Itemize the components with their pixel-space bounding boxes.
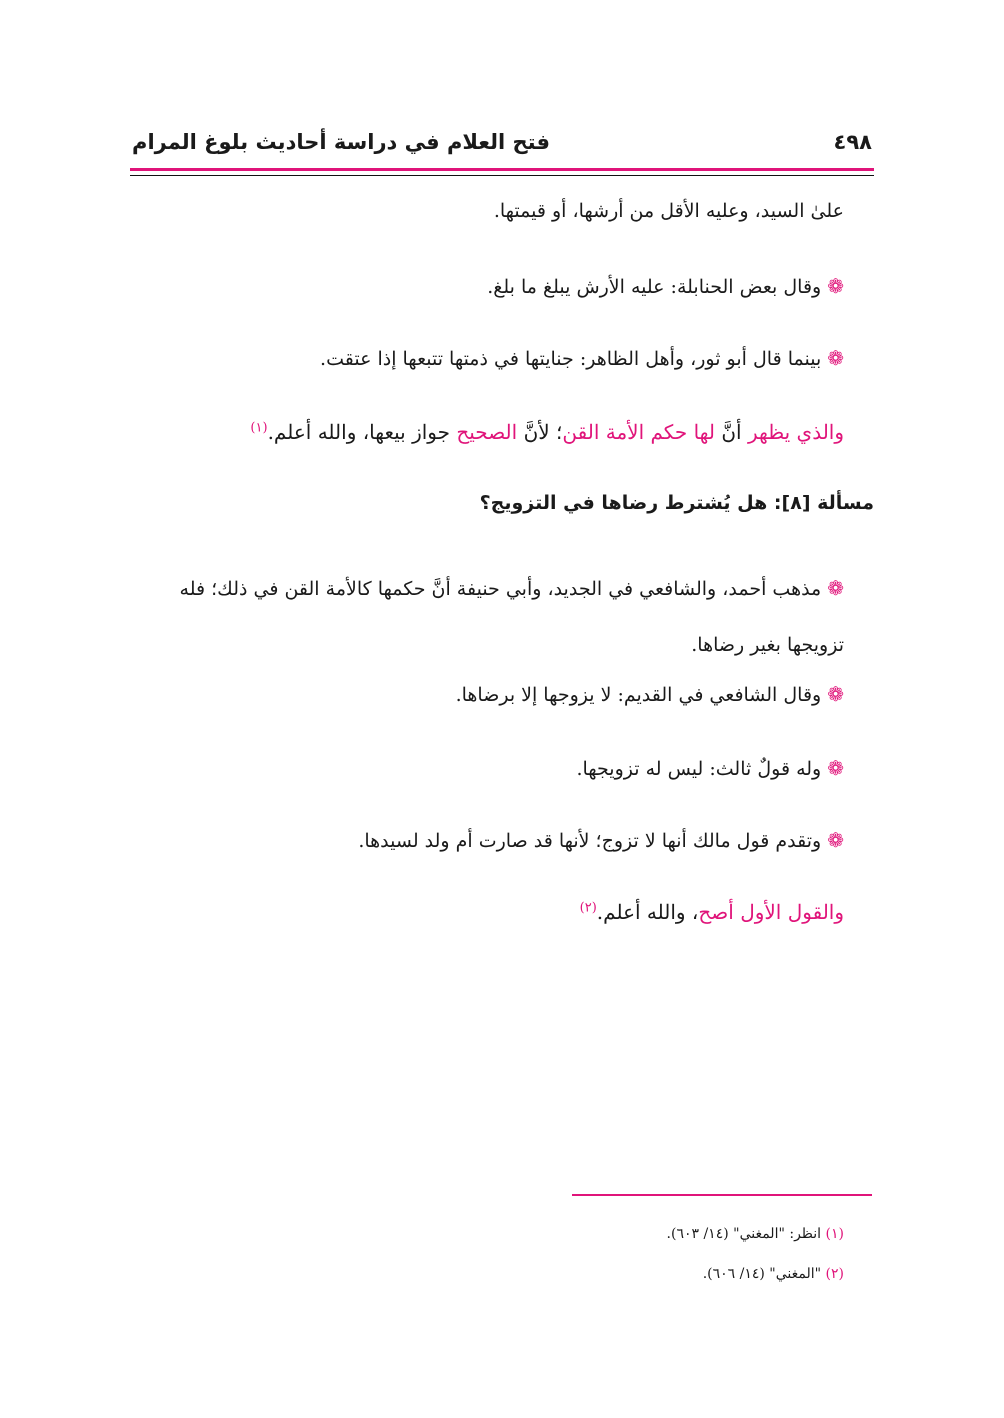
running-title: فتح العلام في دراسة أحاديث بلوغ المرام	[132, 130, 550, 154]
text-line: ❁وقال بعض الحنابلة: عليه الأرش يبلغ ما بلغ.	[487, 274, 844, 298]
text-line: ❁وتقدم قول مالك أنها لا تزوج؛ لأنها قد صارت أم ولد لسيدها.	[358, 828, 844, 852]
text-line: ❁وله قولٌ ثالث: ليس له تزويجها.	[576, 756, 844, 780]
text-line: ❁بينما قال أبو ثور، وأهل الظاهر: جنايتها في ذمتها تتبعها إذا عتقت.	[320, 346, 844, 370]
footnote-ref: (١)	[250, 420, 268, 436]
footnote: (١) انظر: "المغني" (١٤/ ٦٠٣).	[666, 1226, 844, 1242]
text-line: والذي يظهر أنَّ لها حكم الأمة القن؛ لأنَّ الصحيح جواز بيعها، والله أعلم.$^{(١)}$	[250, 420, 844, 444]
flower-icon: ❁	[827, 682, 844, 706]
flower-icon: ❁	[827, 346, 844, 370]
text-line: ❁وقال الشافعي في القديم: لا يزوجها إلا برضاها.	[455, 682, 844, 706]
paragraph: ❁مذهب أحمد، والشافعي في الجديد، وأبي حنيفة أنَّ حكمها كالأمة القن في ذلك؛ فله تزويجها بغير رضاها.	[179, 576, 844, 656]
text-line: علىٰ السيد، وعليه الأقل من أرشها، أو قيمتها.	[493, 200, 844, 222]
footnote-ref: (٢)	[579, 900, 597, 916]
footnote-rule	[572, 1194, 872, 1196]
flower-icon: ❁	[827, 828, 844, 852]
flower-icon: ❁	[827, 274, 844, 298]
header-rule-thin	[130, 175, 874, 176]
flower-icon: ❁	[827, 576, 844, 600]
section-heading: مسألة [٨]: هل يُشترط رضاها في التزويج؟	[479, 492, 874, 514]
flower-icon: ❁	[827, 756, 844, 780]
text-line: والقول الأول أصح، والله أعلم.$^{(٢)}$	[579, 900, 844, 924]
footnote: (٢) "المغني" (١٤/ ٦٠٦).	[702, 1266, 844, 1282]
page-number: ٤٩٨	[833, 130, 872, 154]
header-rule	[130, 168, 874, 171]
